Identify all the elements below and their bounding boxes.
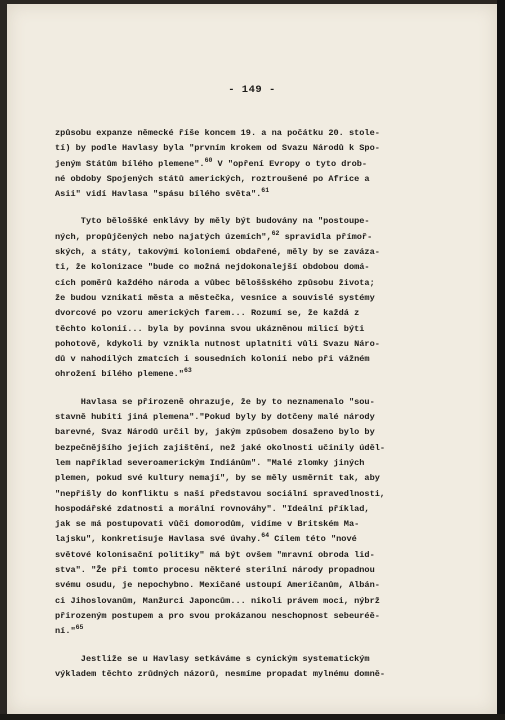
text-segment: "nepřišly do konfliktu s naší představou sociální spravedlnosti, xyxy=(55,488,386,499)
text-segment: ohrožení bílého plemene." xyxy=(55,369,184,380)
text-line xyxy=(55,624,455,639)
text-segment: ti, že kolonizace "bude co možná nejdokonalejší obdobou domá- xyxy=(55,262,370,273)
text-line xyxy=(55,441,455,456)
scan-edge-right xyxy=(497,0,505,720)
paragraph-gap xyxy=(55,383,455,395)
text-line xyxy=(55,395,455,410)
footnote-ref: 62 xyxy=(271,229,280,237)
text-segment: tí) by podle Havlasy byla "prvním krokem od Svazu Národů k Spo- xyxy=(55,143,380,154)
paragraph-gap xyxy=(55,202,455,214)
text-segment: pohotově, kdykoli by vznikla nutnost uplatniti vůli Svazu Náro- xyxy=(55,338,380,349)
document-page xyxy=(7,4,497,714)
text-line xyxy=(55,517,455,532)
text-segment: spravidla přímoř- xyxy=(279,231,373,242)
text-segment: těchto kolonií... byla by povinna svou ukázněnou milicí býti xyxy=(55,323,365,334)
text-line xyxy=(55,337,455,352)
footnote-ref: 60 xyxy=(204,156,213,164)
text-segment: stavně hubiti jiná plemena"."Pokud byly by dotčeny malé národy xyxy=(55,412,375,423)
text-segment: ských, a státy, takovými koloniemi obdařené, měly by se zaváza- xyxy=(55,247,380,258)
text-segment: Tyto běloššké enklávy by měly být budovány na "postoupe- xyxy=(55,216,370,227)
text-line xyxy=(55,502,455,517)
footnote-ref: 63 xyxy=(183,367,192,375)
text-line xyxy=(55,245,455,260)
text-line xyxy=(55,157,455,172)
page-number: - 149 - xyxy=(228,84,276,96)
text-segment: dvorcové po vzoru amerických farem... Rozumí se, že každá z xyxy=(55,308,360,319)
text-segment: lajsku", konkretisuje Havlasa své úvahy. xyxy=(55,534,262,545)
body-text xyxy=(55,126,455,682)
text-line xyxy=(55,594,455,609)
text-line xyxy=(55,563,455,578)
text-segment: dů v nahodilých zmatcích i sousedních kolonií nebo při vážném xyxy=(55,354,370,365)
scan-edge-bottom xyxy=(0,714,505,720)
text-segment: výkladem těchto zrůdných názorů, nesmíme propadat mylnému domně- xyxy=(55,668,386,679)
text-segment: že budou vznikati města a městečka, vesnice a souvislé systémy xyxy=(55,292,375,303)
text-line xyxy=(55,141,455,156)
text-segment: lem například severoamerickým Indiánům". "Malé zlomky jiných xyxy=(55,457,365,468)
text-segment: ných, propůjčených nebo najatých územích", xyxy=(55,231,272,242)
text-line xyxy=(55,487,455,502)
text-line xyxy=(55,578,455,593)
footnote-ref: 64 xyxy=(261,532,270,540)
text-line xyxy=(55,532,455,547)
text-segment: Havlasa se přirozeně ohrazuje, že by to neznamenalo "sou- xyxy=(55,396,375,407)
text-line xyxy=(55,187,455,202)
text-line xyxy=(55,230,455,245)
text-line xyxy=(55,352,455,367)
text-line xyxy=(55,291,455,306)
text-line xyxy=(55,126,455,141)
text-line xyxy=(55,214,455,229)
text-segment: hospodářské zdatnosti a morální rovnováhy". "Ideální příklad, xyxy=(55,503,370,514)
text-line xyxy=(55,425,455,440)
text-segment: stva". "Že při tomto procesu některé sterilní národy propadnou xyxy=(55,565,375,576)
text-line xyxy=(55,367,455,382)
text-line xyxy=(55,667,455,682)
text-segment: světové kolonisační politiky" má být ovšem "mravní obroda lid- xyxy=(55,549,375,560)
text-line xyxy=(55,172,455,187)
text-segment: svému osudu, je nepochybno. Mexičané ustoupí Američanům, Albán- xyxy=(55,580,380,591)
paragraph-gap xyxy=(55,640,455,652)
text-line xyxy=(55,456,455,471)
text-line xyxy=(55,260,455,275)
text-segment: plemen, pokud své kultury nemají", by se měly usměrnit tak, aby xyxy=(55,473,380,484)
text-line xyxy=(55,609,455,624)
text-segment: Jestliže se u Havlasy setkáváme s cynickým systematickým xyxy=(55,653,370,664)
text-line xyxy=(55,652,455,667)
text-segment: V "opření Evropy o tyto drob- xyxy=(212,158,368,169)
text-segment: né obdoby Spojených států amerických, roztroušené po Africe a xyxy=(55,173,370,184)
text-line xyxy=(55,471,455,486)
footnote-ref: 61 xyxy=(261,187,270,195)
text-segment: Asii" vidí Havlasa "spásu bílého světa". xyxy=(55,189,262,200)
text-segment: přirozeným postupem a pro svou prokázanou neschopnost sebeuréě- xyxy=(55,610,380,621)
text-segment: jak se má postupovati vůči domorodům, vidíme v Britském Ma- xyxy=(55,519,360,530)
text-line xyxy=(55,410,455,425)
text-line xyxy=(55,322,455,337)
text-segment: jeným Státům bílého plemene". xyxy=(55,158,205,169)
text-segment: ní." xyxy=(55,626,76,637)
text-segment: cích poměrů každého národa a vůbec běloššského způsobu života; xyxy=(55,277,375,288)
text-segment: ci Jihoslovanům, Manžurci Japoncům... nikoli právem moci, nýbrž xyxy=(55,595,380,606)
text-line xyxy=(55,306,455,321)
text-line xyxy=(55,548,455,563)
text-segment: Cílem této "nové xyxy=(269,534,357,545)
footnote-ref: 65 xyxy=(75,624,84,632)
text-segment: způsobu expanze německé říše koncem 19. a na počátku 20. stole- xyxy=(55,128,380,138)
text-segment: barevné, Svaz Národů určil by, jakým způsobem dosaženo bylo by xyxy=(55,427,375,438)
text-line xyxy=(55,276,455,291)
text-segment: bezpečnějšího jejich zajištění, než jaké okolnosti učinily úděl- xyxy=(55,442,386,453)
